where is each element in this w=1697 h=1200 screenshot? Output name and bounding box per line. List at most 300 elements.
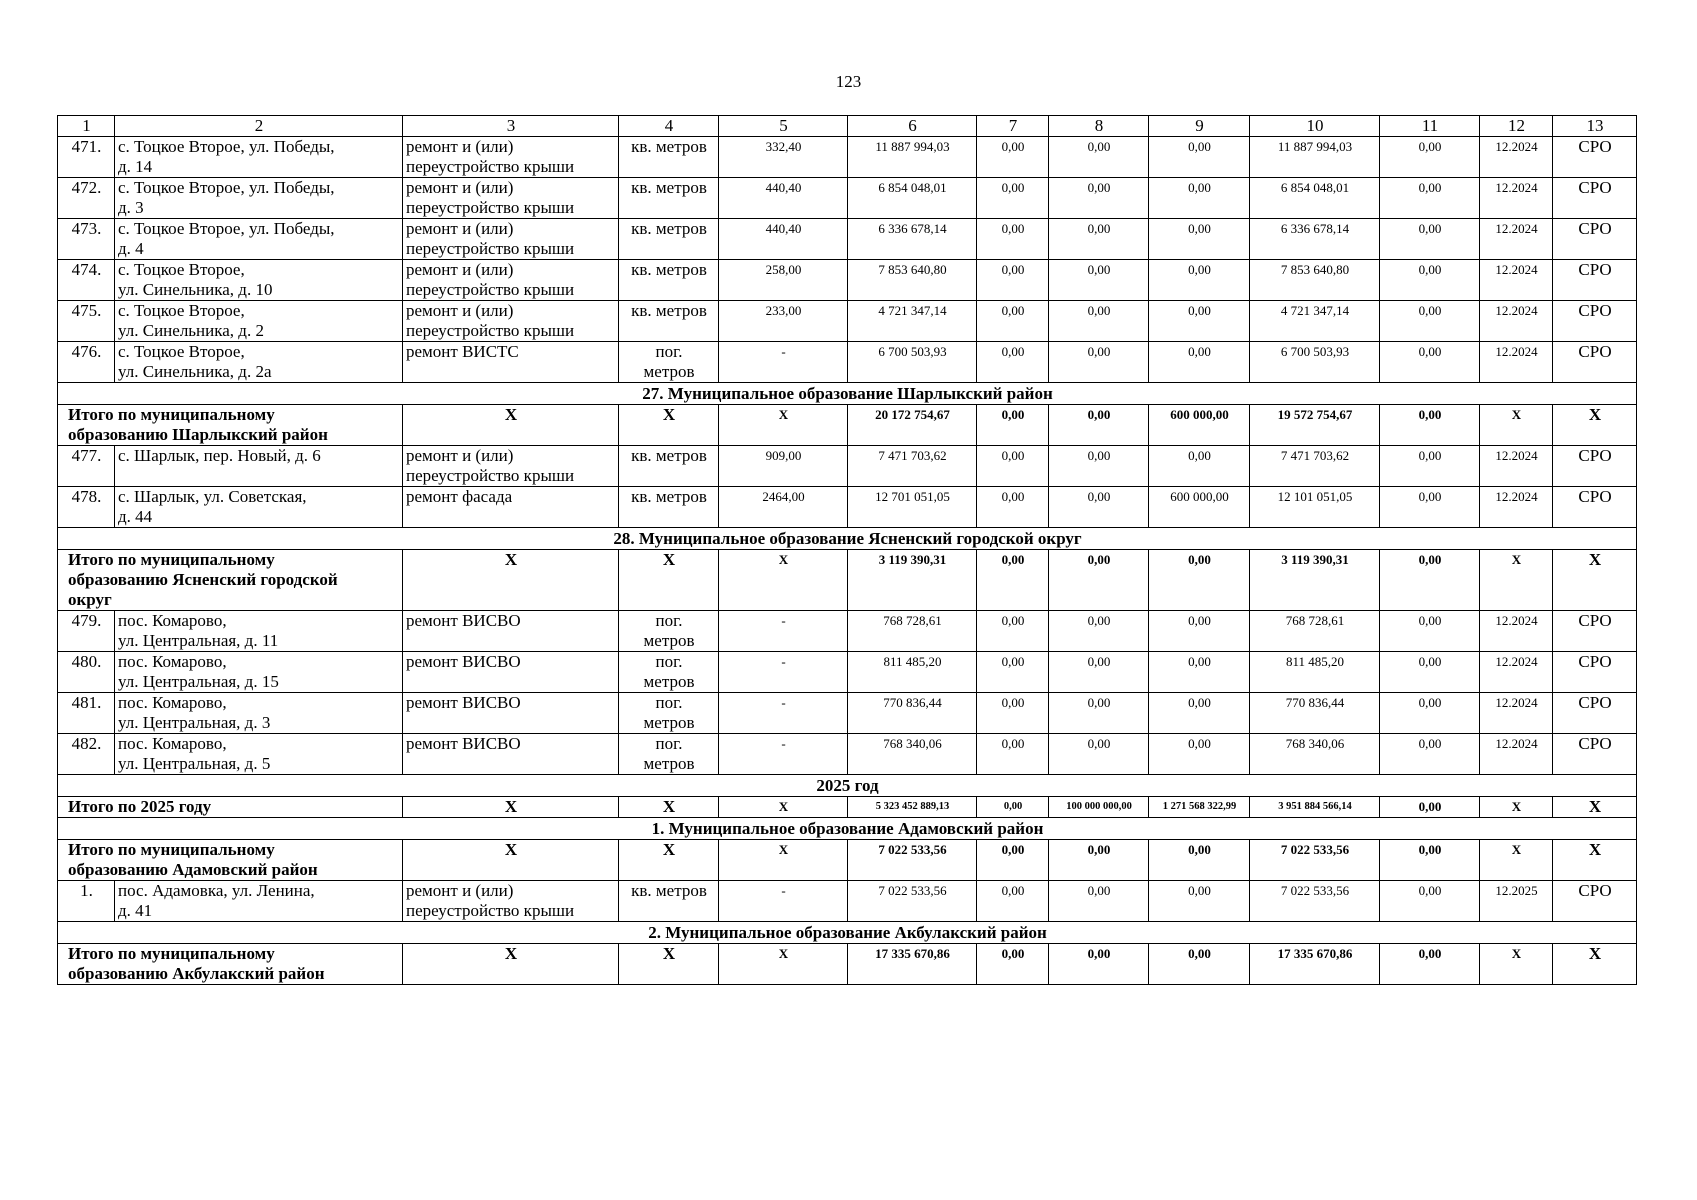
unit [619,734,719,775]
cell-line: образованию Ясненский городской [68,570,338,589]
work-type [403,342,619,383]
cell-line: пос. Комарово, [118,693,227,712]
owners-cost: 0,00 [1149,342,1250,383]
total-cost: 11 887 994,03 [848,137,977,178]
other-cost: 0,00 [1380,260,1480,301]
cell-line: кв. метров [631,301,707,320]
cell-line: Итого по муниципальному [68,840,275,859]
total-method: X [1553,550,1637,611]
total-area: X [719,550,848,611]
owners-cost: 0,00 [1149,611,1250,652]
total-regional-cost: 3 119 390,31 [1250,550,1380,611]
cell-line: ул. Центральная, д. 5 [118,754,271,773]
total-budget-cost: 0,00 [1049,840,1149,881]
budget-cost: 0,00 [1049,611,1149,652]
cell-line: ремонт и (или) [406,219,514,238]
total-col3: X [403,840,619,881]
total-cost: 811 485,20 [848,652,977,693]
work-type [403,137,619,178]
budget-cost: 0,00 [1049,487,1149,528]
total-cost: 768 340,06 [848,734,977,775]
cell-line: с. Тоцкое Второе, [118,301,245,320]
work-type [403,446,619,487]
regional-cost: 4 721 347,14 [1250,301,1380,342]
total-owners-cost: 600 000,00 [1149,405,1250,446]
cell-line: ремонт ВИСВО [406,693,521,712]
table-row [58,446,1637,487]
method: СРО [1553,446,1637,487]
cell-line: ремонт и (или) [406,260,514,279]
fund-cost: 0,00 [977,137,1049,178]
cell-line: пог. [655,611,683,630]
total-col3: X [403,944,619,985]
total-other-cost: 0,00 [1380,550,1480,611]
cell-line: ул. Центральная, д. 15 [118,672,279,691]
unit [619,487,719,528]
fund-cost: 0,00 [977,652,1049,693]
total-cost: 12 701 051,05 [848,487,977,528]
unit [619,611,719,652]
address [115,611,403,652]
total-regional-cost: 17 335 670,86 [1250,944,1380,985]
cell-line: д. 44 [118,507,153,526]
header-cell-6: 6 [848,116,977,137]
total-label [58,797,403,818]
budget-cost: 0,00 [1049,734,1149,775]
cell-line: ремонт и (или) [406,178,514,197]
total-fund-cost: 0,00 [977,405,1049,446]
header-cell-7: 7 [977,116,1049,137]
total-budget-cost: 0,00 [1049,550,1149,611]
cell-line: ул. Синельника, д. 2а [118,362,272,381]
total-col4: X [619,550,719,611]
area: - [719,652,848,693]
total-total-cost: 7 022 533,56 [848,840,977,881]
cell-line: ремонт и (или) [406,301,514,320]
owners-cost: 0,00 [1149,260,1250,301]
total-fund-cost: 0,00 [977,797,1049,818]
cell-line: ул. Синельника, д. 2 [118,321,264,340]
area: 233,00 [719,301,848,342]
total-col3: X [403,405,619,446]
budget-cost: 0,00 [1049,178,1149,219]
total-col4: X [619,840,719,881]
total-deadline: X [1480,840,1553,881]
work-type [403,652,619,693]
method: СРО [1553,260,1637,301]
section-row [58,818,1637,840]
total-deadline: X [1480,944,1553,985]
row-number: 479. [58,611,115,652]
cell-line: ремонт и (или) [406,446,514,465]
total-total-cost: 17 335 670,86 [848,944,977,985]
address [115,219,403,260]
section-row [58,922,1637,944]
total-col4: X [619,944,719,985]
regional-cost: 768 340,06 [1250,734,1380,775]
fund-cost: 0,00 [977,446,1049,487]
cell-line: переустройство крыши [406,198,575,217]
cell-line: переустройство крыши [406,466,575,485]
other-cost: 0,00 [1380,487,1480,528]
cell-line: д. 4 [118,239,144,258]
work-type [403,693,619,734]
other-cost: 0,00 [1380,178,1480,219]
work-type [403,611,619,652]
area: 258,00 [719,260,848,301]
area: 440,40 [719,178,848,219]
cell-line: д. 3 [118,198,144,217]
regional-cost: 6 700 503,93 [1250,342,1380,383]
cell-line: пос. Адамовка, ул. Ленина, [118,881,315,900]
header-cell-2: 2 [115,116,403,137]
cell-line: с. Тоцкое Второе, ул. Победы, [118,137,335,156]
fund-cost: 0,00 [977,178,1049,219]
total-cost: 7 022 533,56 [848,881,977,922]
total-label [58,405,403,446]
area: - [719,734,848,775]
total-cost: 6 700 503,93 [848,342,977,383]
section-title: 27. Муниципальное образование Шарлыкский район [58,383,1637,405]
section-row [58,775,1637,797]
cell-line: с. Тоцкое Второе, ул. Победы, [118,178,335,197]
cell-line: пос. Комарово, [118,611,227,630]
fund-cost: 0,00 [977,734,1049,775]
cell-line: Итого по муниципальному [68,550,275,569]
address [115,487,403,528]
budget-cost: 0,00 [1049,446,1149,487]
address [115,342,403,383]
budget-cost: 0,00 [1049,652,1149,693]
total-label [58,944,403,985]
cell-line: пог. [655,734,683,753]
total-budget-cost: 100 000 000,00 [1049,797,1149,818]
cell-line: Итого по 2025 году [68,797,212,816]
total-total-cost: 5 323 452 889,13 [848,797,977,818]
work-type [403,881,619,922]
table-row [58,693,1637,734]
fund-cost: 0,00 [977,301,1049,342]
unit [619,301,719,342]
fund-cost: 0,00 [977,881,1049,922]
section-title: 28. Муниципальное образование Ясненский городской округ [58,528,1637,550]
other-cost: 0,00 [1380,219,1480,260]
cell-line: ремонт ВИСТС [406,342,519,361]
header-cell-3: 3 [403,116,619,137]
header-cell-11: 11 [1380,116,1480,137]
table-row [58,137,1637,178]
unit [619,446,719,487]
cell-line: Итого по муниципальному [68,944,275,963]
method: СРО [1553,301,1637,342]
row-number: 473. [58,219,115,260]
method: СРО [1553,178,1637,219]
regional-cost: 6 336 678,14 [1250,219,1380,260]
budget-cost: 0,00 [1049,342,1149,383]
address [115,652,403,693]
deadline: 12.2024 [1480,219,1553,260]
cell-line: метров [643,362,695,381]
section-title: 2. Муниципальное образование Акбулакский район [58,922,1637,944]
regional-cost: 12 101 051,05 [1250,487,1380,528]
method: СРО [1553,611,1637,652]
method: СРО [1553,734,1637,775]
cell-line: пог. [655,342,683,361]
regional-cost: 7 022 533,56 [1250,881,1380,922]
cell-line: переустройство крыши [406,157,575,176]
total-label [58,840,403,881]
total-cost: 4 721 347,14 [848,301,977,342]
work-type [403,178,619,219]
other-cost: 0,00 [1380,611,1480,652]
owners-cost: 0,00 [1149,693,1250,734]
regional-cost: 770 836,44 [1250,693,1380,734]
total-deadline: X [1480,550,1553,611]
row-number: 478. [58,487,115,528]
total-other-cost: 0,00 [1380,797,1480,818]
row-number: 475. [58,301,115,342]
row-number: 476. [58,342,115,383]
area: 2464,00 [719,487,848,528]
regional-cost: 768 728,61 [1250,611,1380,652]
total-cost: 770 836,44 [848,693,977,734]
unit [619,219,719,260]
unit [619,178,719,219]
deadline: 12.2024 [1480,487,1553,528]
total-col4: X [619,405,719,446]
total-row [58,944,1637,985]
other-cost: 0,00 [1380,342,1480,383]
header-cell-5: 5 [719,116,848,137]
row-number: 477. [58,446,115,487]
regional-cost: 811 485,20 [1250,652,1380,693]
total-fund-cost: 0,00 [977,840,1049,881]
cell-line: с. Тоцкое Второе, [118,342,245,361]
cell-line: переустройство крыши [406,280,575,299]
address [115,693,403,734]
total-row [58,550,1637,611]
table-row [58,342,1637,383]
fund-cost: 0,00 [977,219,1049,260]
method: СРО [1553,693,1637,734]
cell-line: метров [643,754,695,773]
cell-line: кв. метров [631,178,707,197]
cell-line: кв. метров [631,446,707,465]
total-method: X [1553,944,1637,985]
method: СРО [1553,219,1637,260]
method: СРО [1553,487,1637,528]
page-number: 123 [835,72,862,91]
address [115,446,403,487]
deadline: 12.2024 [1480,611,1553,652]
other-cost: 0,00 [1380,734,1480,775]
method: СРО [1553,342,1637,383]
total-row [58,840,1637,881]
total-deadline: X [1480,797,1553,818]
owners-cost: 600 000,00 [1149,487,1250,528]
cell-line: метров [643,672,695,691]
unit [619,260,719,301]
cell-line: ремонт и (или) [406,881,514,900]
method: СРО [1553,652,1637,693]
owners-cost: 0,00 [1149,301,1250,342]
regional-cost: 7 471 703,62 [1250,446,1380,487]
total-total-cost: 20 172 754,67 [848,405,977,446]
total-owners-cost: 0,00 [1149,944,1250,985]
deadline: 12.2024 [1480,260,1553,301]
total-label [58,550,403,611]
total-budget-cost: 0,00 [1049,405,1149,446]
work-type [403,301,619,342]
header-cell-1: 1 [58,116,115,137]
table-row [58,219,1637,260]
unit [619,693,719,734]
total-other-cost: 0,00 [1380,840,1480,881]
table-row [58,881,1637,922]
cell-line: д. 41 [118,901,153,920]
unit [619,342,719,383]
total-cost: 768 728,61 [848,611,977,652]
row-number: 1. [58,881,115,922]
regional-cost: 7 853 640,80 [1250,260,1380,301]
work-type [403,219,619,260]
work-type [403,734,619,775]
cell-line: пог. [655,652,683,671]
section-row [58,383,1637,405]
total-area: X [719,797,848,818]
owners-cost: 0,00 [1149,652,1250,693]
total-regional-cost: 3 951 884 566,14 [1250,797,1380,818]
cell-line: переустройство крыши [406,239,575,258]
cell-line: кв. метров [631,260,707,279]
total-area: X [719,944,848,985]
cell-line: ремонт ВИСВО [406,652,521,671]
budget-cost: 0,00 [1049,693,1149,734]
cell-line: с. Шарлык, ул. Советская, [118,487,307,506]
cell-line: образованию Шарлыкский район [68,425,328,444]
header-cell-8: 8 [1049,116,1149,137]
budget-cost: 0,00 [1049,301,1149,342]
total-cost: 7 471 703,62 [848,446,977,487]
other-cost: 0,00 [1380,301,1480,342]
deadline: 12.2024 [1480,178,1553,219]
total-col4: X [619,797,719,818]
row-number: 482. [58,734,115,775]
area: - [719,342,848,383]
cell-line: ремонт ВИСВО [406,611,521,630]
area: - [719,693,848,734]
address [115,734,403,775]
table-row [58,178,1637,219]
total-row [58,797,1637,818]
total-row [58,405,1637,446]
cell-line: ул. Синельника, д. 10 [118,280,273,299]
work-type [403,260,619,301]
deadline: 12.2024 [1480,446,1553,487]
header-cell-12: 12 [1480,116,1553,137]
deadline: 12.2024 [1480,652,1553,693]
total-deadline: X [1480,405,1553,446]
cell-line: кв. метров [631,881,707,900]
cell-line: пог. [655,693,683,712]
deadline: 12.2024 [1480,734,1553,775]
cell-line: ремонт фасада [406,487,513,506]
cell-line: с. Тоцкое Второе, ул. Победы, [118,219,335,238]
deadline: 12.2024 [1480,342,1553,383]
cell-line: ул. Центральная, д. 3 [118,713,271,732]
row-number: 471. [58,137,115,178]
cell-line: Итого по муниципальному [68,405,275,424]
area: - [719,881,848,922]
cell-line: пос. Комарово, [118,734,227,753]
unit [619,137,719,178]
area: 909,00 [719,446,848,487]
owners-cost: 0,00 [1149,881,1250,922]
other-cost: 0,00 [1380,652,1480,693]
cell-line: ремонт и (или) [406,137,514,156]
total-other-cost: 0,00 [1380,944,1480,985]
other-cost: 0,00 [1380,137,1480,178]
cell-line: с. Тоцкое Второе, [118,260,245,279]
deadline: 12.2024 [1480,693,1553,734]
cell-line: кв. метров [631,487,707,506]
work-type [403,487,619,528]
fund-cost: 0,00 [977,611,1049,652]
total-cost: 6 336 678,14 [848,219,977,260]
deadline: 12.2024 [1480,301,1553,342]
total-method: X [1553,405,1637,446]
cell-line: переустройство крыши [406,901,575,920]
total-total-cost: 3 119 390,31 [848,550,977,611]
header-cell-4: 4 [619,116,719,137]
address [115,178,403,219]
other-cost: 0,00 [1380,881,1480,922]
section-title: 2025 год [58,775,1637,797]
row-number: 481. [58,693,115,734]
header-row [58,116,1637,137]
cell-line: кв. метров [631,137,707,156]
total-cost: 6 854 048,01 [848,178,977,219]
total-budget-cost: 0,00 [1049,944,1149,985]
budget-cost: 0,00 [1049,260,1149,301]
cell-line: образованию Акбулакский район [68,964,325,983]
section-title: 1. Муниципальное образование Адамовский район [58,818,1637,840]
total-regional-cost: 19 572 754,67 [1250,405,1380,446]
cell-line: метров [643,631,695,650]
owners-cost: 0,00 [1149,219,1250,260]
regional-cost: 6 854 048,01 [1250,178,1380,219]
method: СРО [1553,137,1637,178]
total-col3: X [403,550,619,611]
row-number: 472. [58,178,115,219]
cell-line: округ [68,590,112,609]
cell-line: метров [643,713,695,732]
area: - [719,611,848,652]
capital-repair-table [57,115,1637,985]
address [115,260,403,301]
area: 440,40 [719,219,848,260]
cell-line: ремонт ВИСВО [406,734,521,753]
budget-cost: 0,00 [1049,137,1149,178]
total-other-cost: 0,00 [1380,405,1480,446]
owners-cost: 0,00 [1149,178,1250,219]
method: СРО [1553,881,1637,922]
fund-cost: 0,00 [977,693,1049,734]
table-row [58,301,1637,342]
address [115,881,403,922]
cell-line: ул. Центральная, д. 11 [118,631,279,650]
owners-cost: 0,00 [1149,446,1250,487]
